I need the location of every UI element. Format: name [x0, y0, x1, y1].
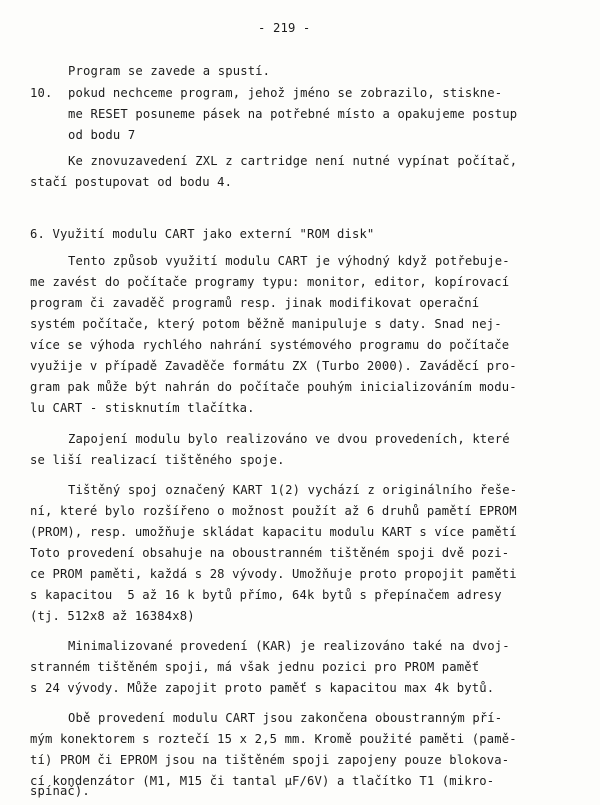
- paragraph-line: gram pak může být nahrán do počítače pouhým inicializováním modu-: [30, 380, 517, 394]
- paragraph-line: s 24 vývody. Může zapojit proto paměť s kapacitou max 4k bytů.: [30, 681, 495, 695]
- paragraph-line: lu CART - stisknutím tlačítka.: [30, 401, 255, 415]
- paragraph-line: Tento způsob využití modulu CART je výhodný když potřebuje-: [68, 254, 510, 268]
- paragraph-line: tí) PROM či EPROM jsou na tištěném spoji zapojeny pouze blokova-: [30, 753, 510, 767]
- item9-continuation: Program se zavede a spustí.: [68, 64, 271, 78]
- paragraph-line: ce PROM paměti, každá s 28 vývody. Umožňuje proto propojit paměti: [30, 567, 517, 581]
- item10-line: od bodu 7: [68, 128, 136, 142]
- paragraph-line: využije v případě Zavaděče formátu ZX (Turbo 2000). Zaváděcí pro-: [30, 359, 517, 373]
- paragraph-line: spínač).: [30, 784, 90, 798]
- paragraph-line: (tj. 512x8 až 16384x8): [30, 609, 195, 623]
- paragraph-line: me zavést do počítače programy typu: monitor, editor, kopírovací: [30, 275, 510, 289]
- paragraph-line: ní, které bylo rozšířeno o možnost použít až 6 druhů pamětí EPROM: [30, 504, 517, 518]
- section-heading: 6. Využití modulu CART jako externí "ROM disk": [30, 227, 375, 241]
- item10-line: pokud nechceme program, jehož jméno se zobrazilo, stiskne-: [68, 86, 503, 100]
- paragraph-line: Minimalizované provedení (KAR) je realizováno také na dvoj-: [68, 639, 510, 653]
- paragraph-line: Toto provedení obsahuje na oboustranném tištěném spoji dvě pozi-: [30, 546, 510, 560]
- item10-line: me RESET posuneme pásek na potřebné místo a opakujeme postup: [68, 107, 518, 121]
- paragraph-line: mým konektorem s roztečí 15 x 2,5 mm. Kromě použité paměti (pamě-: [30, 732, 517, 746]
- paragraph-line: se liší realizací tištěného spoje.: [30, 453, 285, 467]
- paragraph-line: stranném tištěném spoji, má však jednu pozici pro PROM paměť: [30, 660, 480, 674]
- page-number: - 219 -: [258, 21, 311, 35]
- paragraph-line: Zapojení modulu bylo realizováno ve dvou provedeních, které: [68, 432, 510, 446]
- paragraph-line: program či zavaděč programů resp. jinak modifikovat operační: [30, 296, 480, 310]
- paragraph-line: s kapacitou 5 až 16 k bytů přímo, 64k bytů s přepínačem adresy: [30, 588, 502, 602]
- note-line: stačí postupovat od bodu 4.: [30, 175, 233, 189]
- paragraph-line: systém počítače, který potom běžně manipuluje s daty. Snad nej-: [30, 317, 502, 331]
- item10-number: 10.: [30, 86, 53, 100]
- paragraph-line: Tištěný spoj označený KART 1(2) vychází z originálního řeše-: [68, 483, 518, 497]
- paragraph-line: cí kondenzátor (M1, M15 či tantal μF/6V) a tlačítko T1 (mikro-: [30, 774, 495, 788]
- paragraph-line: více se výhoda rychlého nahrání systémového programu do počítače: [30, 338, 510, 352]
- note-line: Ke znovuzavedení ZXL z cartridge není nutné vypínat počítač,: [68, 154, 518, 168]
- paragraph-line: Obě provedení modulu CART jsou zakončena oboustranným pří-: [68, 711, 503, 725]
- paragraph-line: (PROM), resp. umožňuje skládat kapacitu modulu KART s více pamětí: [30, 525, 517, 539]
